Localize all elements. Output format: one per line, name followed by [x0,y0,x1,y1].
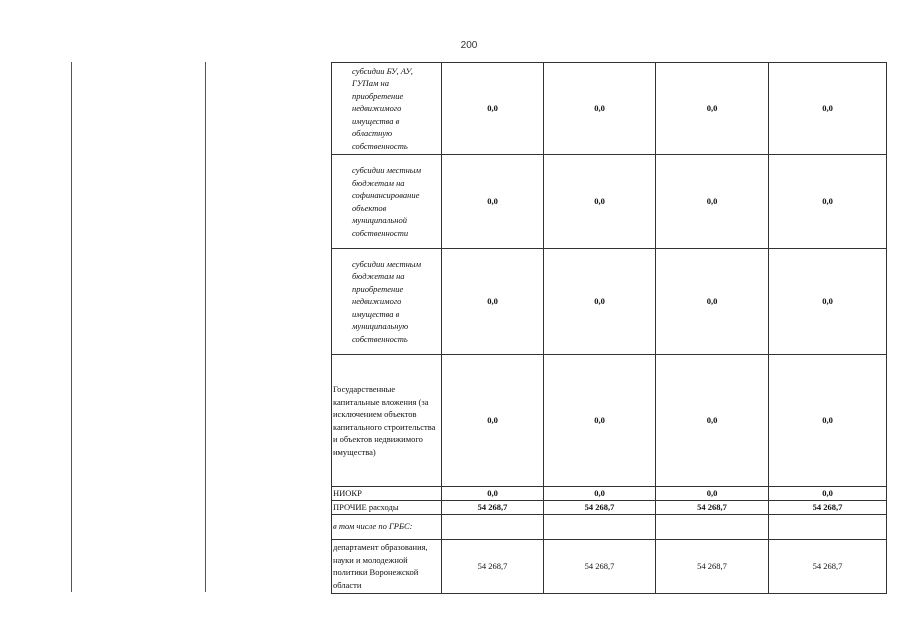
value-cell: 54 268,7 [442,539,544,593]
value-cell: 0,0 [442,355,544,487]
value-cell: 0,0 [544,155,656,249]
row-label: Государственные капитальные вложения (за исключением объектов капитального строительства и объектов недвижимого имущества) [332,355,442,487]
row-label: в том числе по ГРБС: [332,514,442,539]
value-cell: 0,0 [656,155,769,249]
value-cell: 0,0 [544,249,656,355]
page-number: 200 [460,40,478,51]
value-cell: 54 268,7 [544,539,656,593]
value-cell: 0,0 [656,487,769,501]
table-row [332,539,887,593]
table-row [332,501,887,515]
row-label: ПРОЧИЕ расходы [332,501,442,515]
empty-cell [656,514,769,539]
value-cell: 0,0 [769,63,887,155]
row-label: субсидии местным бюджетам на приобретение недвижимого имущества в муниципальную собственность [332,249,442,355]
value-cell: 0,0 [544,63,656,155]
value-cell: 54 268,7 [769,539,887,593]
value-cell: 0,0 [544,355,656,487]
value-cell: 54 268,7 [769,501,887,515]
value-cell: 0,0 [442,155,544,249]
value-cell: 0,0 [442,63,544,155]
table-row [332,155,887,249]
value-cell: 0,0 [656,63,769,155]
value-cell: 0,0 [442,249,544,355]
value-cell: 0,0 [656,355,769,487]
value-cell: 54 268,7 [544,501,656,515]
value-cell: 0,0 [769,487,887,501]
value-cell: 54 268,7 [442,501,544,515]
value-cell: 54 268,7 [656,501,769,515]
table-row [332,63,887,155]
row-label: департамент образования, науки и молодежной политики Воронежской области [332,539,442,593]
value-cell: 0,0 [656,249,769,355]
value-cell: 0,0 [769,249,887,355]
table-row [332,249,887,355]
row-label: НИОКР [332,487,442,501]
second-column-border [205,62,206,592]
empty-cell [442,514,544,539]
value-cell: 0,0 [544,487,656,501]
empty-cell [544,514,656,539]
row-label: субсидии местным бюджетам на софинансирование объектов муниципальной собственности [332,155,442,249]
left-column-border [71,62,72,592]
budget-table [331,62,887,594]
value-cell: 54 268,7 [656,539,769,593]
value-cell: 0,0 [769,355,887,487]
table-row [332,355,887,487]
value-cell: 0,0 [769,155,887,249]
table-row [332,514,887,539]
empty-cell [769,514,887,539]
table-row [332,487,887,501]
row-label: субсидии БУ, АУ, ГУПам на приобретение недвижимого имущества в областную собственность [332,63,442,155]
value-cell: 0,0 [442,487,544,501]
